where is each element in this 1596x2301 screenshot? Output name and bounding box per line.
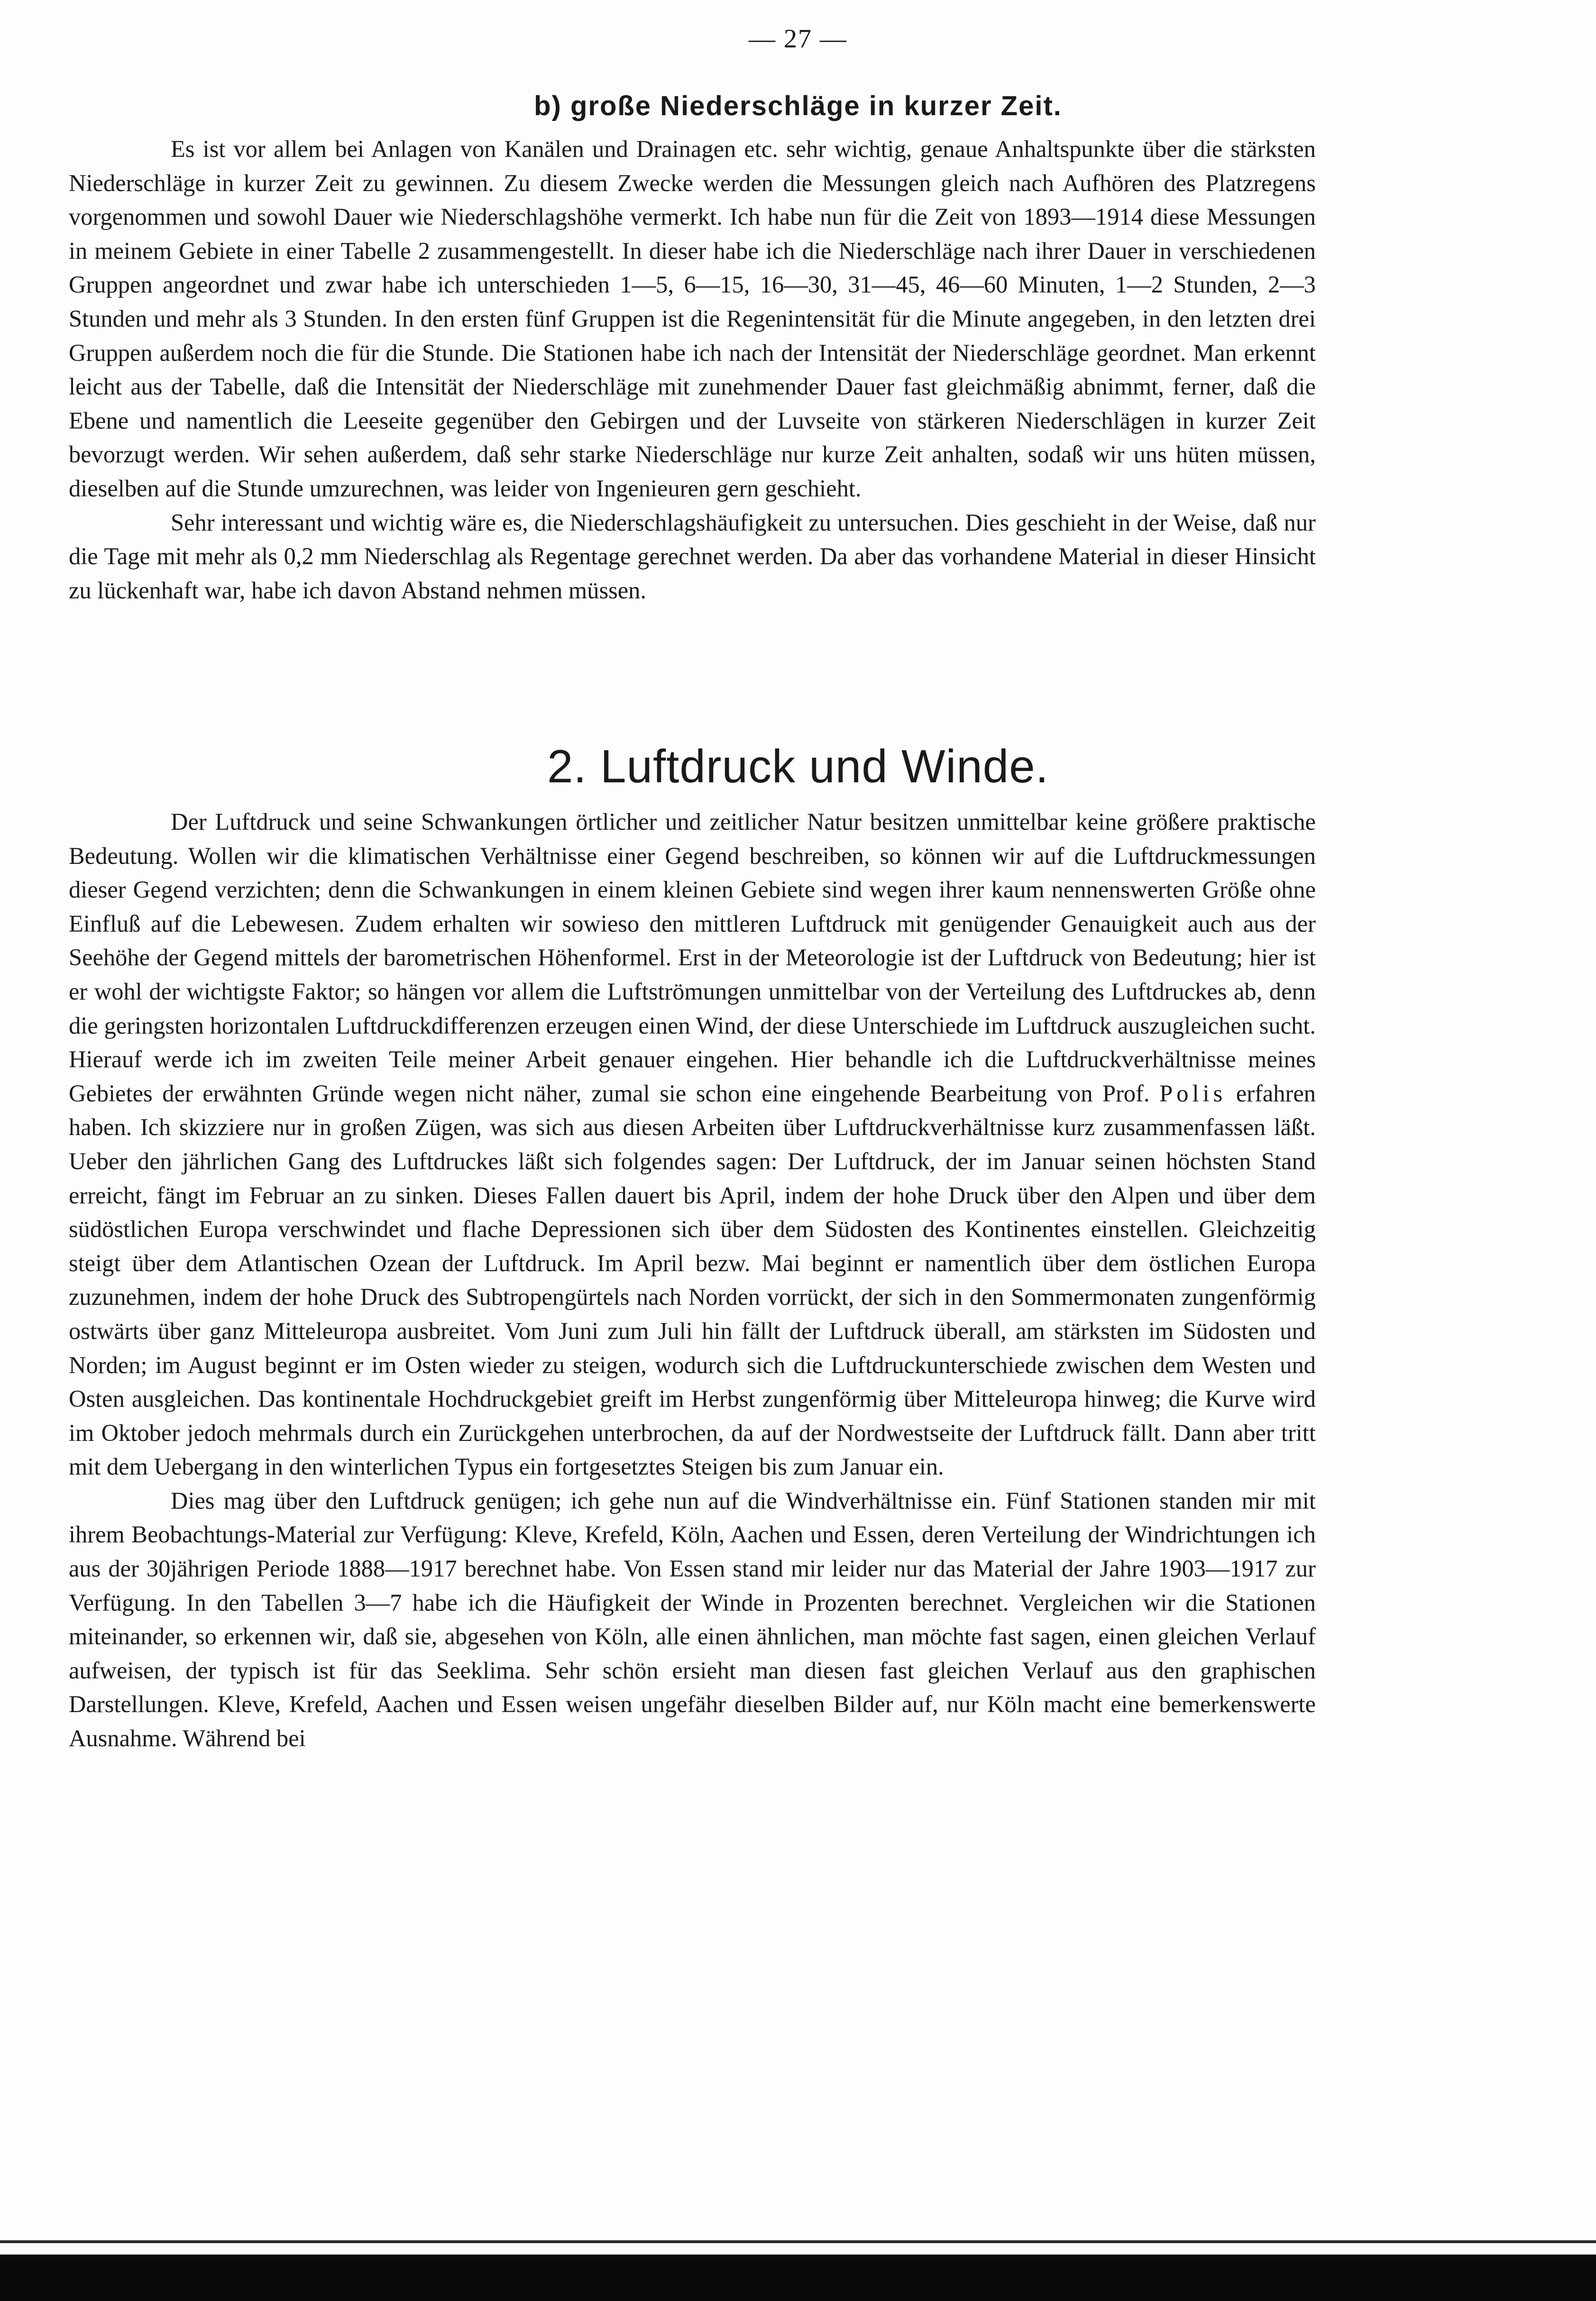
scan-edge-rule xyxy=(0,2240,1596,2243)
paragraph-text: Der Luftdruck und seine Schwankungen örtlicher und zeitlicher Natur besitzen unmittelbar keine größere praktische Bedeutung. Wollen wir die klimatischen Verhältnisse einer Gegend beschreiben, so können wir auf die Luftdruckmessungen dieser Gegend verzichten; denn die Schwankungen in einem kleinen Gebiete sind wegen ihrer kaum nennenswerten Größe ohne Einfluß auf die Lebewesen. Zudem erhalten wir sowieso den mittleren Luftdruck mit genügender Genauigkeit auch aus der Seehöhe der Gegend mittels der barometrischen Höhenformel. Erst in der Meteorologie ist der Luftdruck von Bedeutung; hier ist er wohl der wichtigste Faktor; so hängen vor allem die Luftströmungen unmittelbar von der Verteilung des Luftdruckes ab, denn die geringsten horizontalen Luftdruckdifferenzen erzeugen einen Wind, der diese Unterschiede im Luftdruck auszugleichen sucht. Hierauf werde ich im zweiten Teile meiner Arbeit genauer eingehen. Hier behandle ich die Luftdruckverhältnisse meines Gebietes der erwähnten Gründe wegen nicht näher, zumal sie schon eine eingehende Bearbeitung von Prof. xyxy=(69,808,1316,1107)
paragraph: Es ist vor allem bei Anlagen von Kanälen und Drainagen etc. sehr wichtig, genaue Anhaltspunkte über die stärksten Niederschläge in kurzer Zeit zu gewinnen. Zu diesem Zwecke werden die Messungen gleich nach Aufhören des Platzregens vorgenommen und sowohl Dauer wie Niederschlagshöhe vermerkt. Ich habe nun für die Zeit von 1893—1914 diese Messungen in meinem Gebiete in einer Tabelle 2 zusammengestellt. In dieser habe ich die Niederschläge nach ihrer Dauer in verschiedenen Gruppen angeordnet und zwar habe ich unterschieden 1—5, 6—15, 16—30, 31—45, 46—60 Minuten, 1—2 Stunden, 2—3 Stunden und mehr als 3 Stunden. In den ersten fünf Gruppen ist die Regenintensität für die Minute angegeben, in den letzten drei Gruppen außerdem noch die für die Stunde. Die Stationen habe ich nach der Intensität der Niederschläge geordnet. Man erkennt leicht aus der Tabelle, daß die Intensität der Niederschläge mit zunehmender Dauer fast gleichmäßig abnimmt, ferner, daß die Ebene und namentlich die Leeseite gegenüber den Gebirgen und der Luvseite von stärkeren Niederschlägen in kurzer Zeit bevorzugt werden. Wir sehen außerdem, daß sehr starke Niederschläge nur kurze Zeit anhalten, sodaß wir uns hüten müssen, dieselben auf die Stunde umzurechnen, was leider von Ingenieuren gern geschieht. xyxy=(69,136,1316,502)
section-2-title: 2. Luftdruck und Winde. xyxy=(547,740,1049,792)
section-2-body xyxy=(69,805,1316,1756)
paragraph xyxy=(69,805,1316,1484)
author-name: Polis xyxy=(1159,1080,1227,1107)
section-b-title: b) große Niederschläge in kurzer Zeit. xyxy=(534,91,1062,121)
page-number: — 27 — xyxy=(749,24,847,54)
paragraph: Sehr interessant und wichtig wäre es, die Niederschlagshäufigkeit zu untersuchen. Dies geschieht in der Weise, daß nur die Tage mit mehr als 0,2 mm Niederschlag als Regentage gerechnet werden. Da aber das vorhandene Material in dieser Hinsicht zu lückenhaft war, habe ich davon Abstand nehmen müssen. xyxy=(69,509,1316,604)
scan-edge-bar xyxy=(0,2255,1596,2301)
paragraph: Dies mag über den Luftdruck genügen; ich gehe nun auf die Windverhältnisse ein. Fünf Stationen standen mir mit ihrem Beobachtungs-Material zur Verfügung: Kleve, Krefeld, Köln, Aachen und Essen, deren Verteilung der Windrichtungen ich aus der 30jährigen Periode 1888—1917 berechnet habe. Von Essen stand mir leider nur das Material der Jahre 1903—1917 zur Verfügung. In den Tabellen 3—7 habe ich die Häufigkeit der Winde in Prozenten berechnet. Vergleichen wir die Stationen miteinander, so erkennen wir, daß sie, abgesehen von Köln, alle einen ähnlichen, man möchte fast sagen, einen gleichen Verlauf aufweisen, der typisch ist für das Seeklima. Sehr schön ersieht man diesen fast gleichen Verlauf aus den graphischen Darstellungen. Kleve, Krefeld, Aachen und Essen weisen ungefähr dieselben Bilder auf, nur Köln macht eine bemerkenswerte Ausnahme. Während bei xyxy=(69,1487,1316,1752)
paragraph-text: erfahren haben. Ich skizziere nur in großen Zügen, was sich aus diesen Arbeiten über Luftdruckverhältnisse kurz zusammenfassen läßt. Ueber den jährlichen Gang des Luftdruckes läßt sich folgendes sagen: Der Luftdruck, der im Januar seinen höchsten Stand erreicht, fängt im Februar an zu sinken. Dieses Fallen dauert bis April, indem der hohe Druck über den Alpen und über dem südöstlichen Europa verschwindet und flache Depressionen sich über dem Südosten des Kontinentes einstellen. Gleichzeitig steigt über dem Atlantischen Ozean der Luftdruck. Im April bezw. Mai beginnt er namentlich über dem östlichen Europa zuzunehmen, indem der hohe Druck des Subtropengürtels nach Norden vorrückt, der sich in den Sommermonaten zungenförmig ostwärts über ganz Mitteleuropa ausbreitet. Vom Juni zum Juli hin fällt der Luftdruck überall, am stärksten im Südosten und Norden; im August beginnt er im Osten wieder zu steigen, wodurch sich die Luftdruckunterschiede zwischen dem Westen und Osten ausgleichen. Das kontinentale Hochdruckgebiet greift im Herbst zungenförmig über Mitteleuropa hinweg; die Kurve wird im Oktober jedoch mehrmals durch ein Zurückgehen unterbrochen, da auf der Nordwestseite der Luftdruck fällt. Dann aber tritt mit dem Uebergang in den winterlichen Typus ein fortgesetztes Steigen bis zum Januar ein. xyxy=(69,1080,1316,1480)
section-b-body xyxy=(69,132,1316,607)
